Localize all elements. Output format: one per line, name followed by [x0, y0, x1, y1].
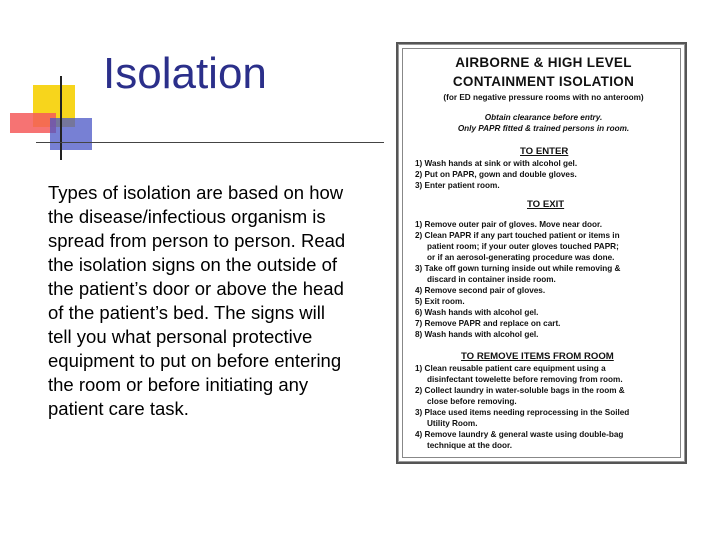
exit-step-continued: or if an aerosol-generating procedure was done. [427, 253, 615, 262]
section-title-exit: TO EXIT [527, 199, 565, 210]
enter-step: 1) Wash hands at sink or with alcohol gel. [415, 159, 578, 168]
poster-heading-1: AIRBORNE & HIGH LEVEL [455, 55, 632, 70]
isolation-sign-poster [396, 42, 687, 464]
remove-step: 2) Collect laundry in water-soluble bags in the room & [415, 386, 625, 395]
decor-horizontal-line [36, 142, 384, 143]
remove-step-continued: Utility Room. [427, 419, 478, 428]
exit-step-continued: discard in container inside room. [427, 275, 556, 284]
remove-step: 3) Place used items needing reprocessing in the Soiled [415, 408, 630, 417]
poster-subheading: (for ED negative pressure rooms with no anteroom) [443, 93, 644, 102]
section-title-remove: TO REMOVE ITEMS FROM ROOM [461, 351, 614, 362]
exit-step: 5) Exit room. [415, 297, 465, 306]
remove-step-continued: technique at the door. [427, 441, 513, 450]
exit-step: 6) Wash hands with alcohol gel. [415, 308, 539, 317]
enter-step: 3) Enter patient room. [415, 181, 500, 190]
slide-title: Isolation [103, 49, 267, 98]
exit-step: 4) Remove second pair of gloves. [415, 286, 546, 295]
decor-vertical-line [60, 76, 62, 160]
enter-step: 2) Put on PAPR, gown and double gloves. [415, 170, 577, 179]
exit-step: 1) Remove outer pair of gloves. Move near door. [415, 220, 602, 229]
section-title-enter: TO ENTER [520, 146, 569, 157]
poster-heading-2: CONTAINMENT ISOLATION [452, 74, 635, 89]
remove-step-continued: close before removing. [427, 397, 517, 406]
slide-body-text: Types of isolation are based on how the disease/infectious organism is spread from person to person. Read the isolation signs on the outside of the patient’s door or above the head of the patient’s bed. The signs will tell you what personal protective equipment to put on before entering the room or before initiating any patient care task. [48, 182, 346, 419]
poster-inner-border [402, 48, 681, 458]
remove-step: 1) Clean reusable patient care equipment using a [415, 364, 606, 373]
exit-step: 2) Clean PAPR if any part touched patient or items in [415, 231, 620, 240]
remove-step-continued: disinfectant towelette before removing from room. [427, 375, 623, 384]
exit-step-continued: patient room; if your outer gloves touched PAPR; [427, 242, 619, 251]
exit-step: 3) Take off gown turning inside out while removing & [415, 264, 621, 273]
exit-step: 8) Wash hands with alcohol gel. [415, 330, 539, 339]
poster-note-clearance: Obtain clearance before entry. [484, 113, 603, 122]
poster-note-papr: Only PAPR fitted & trained persons in room. [457, 124, 630, 133]
exit-step: 7) Remove PAPR and replace on cart. [415, 319, 561, 328]
decor-blue-square [50, 118, 92, 150]
remove-step: 4) Remove laundry & general waste using double-bag [415, 430, 624, 439]
